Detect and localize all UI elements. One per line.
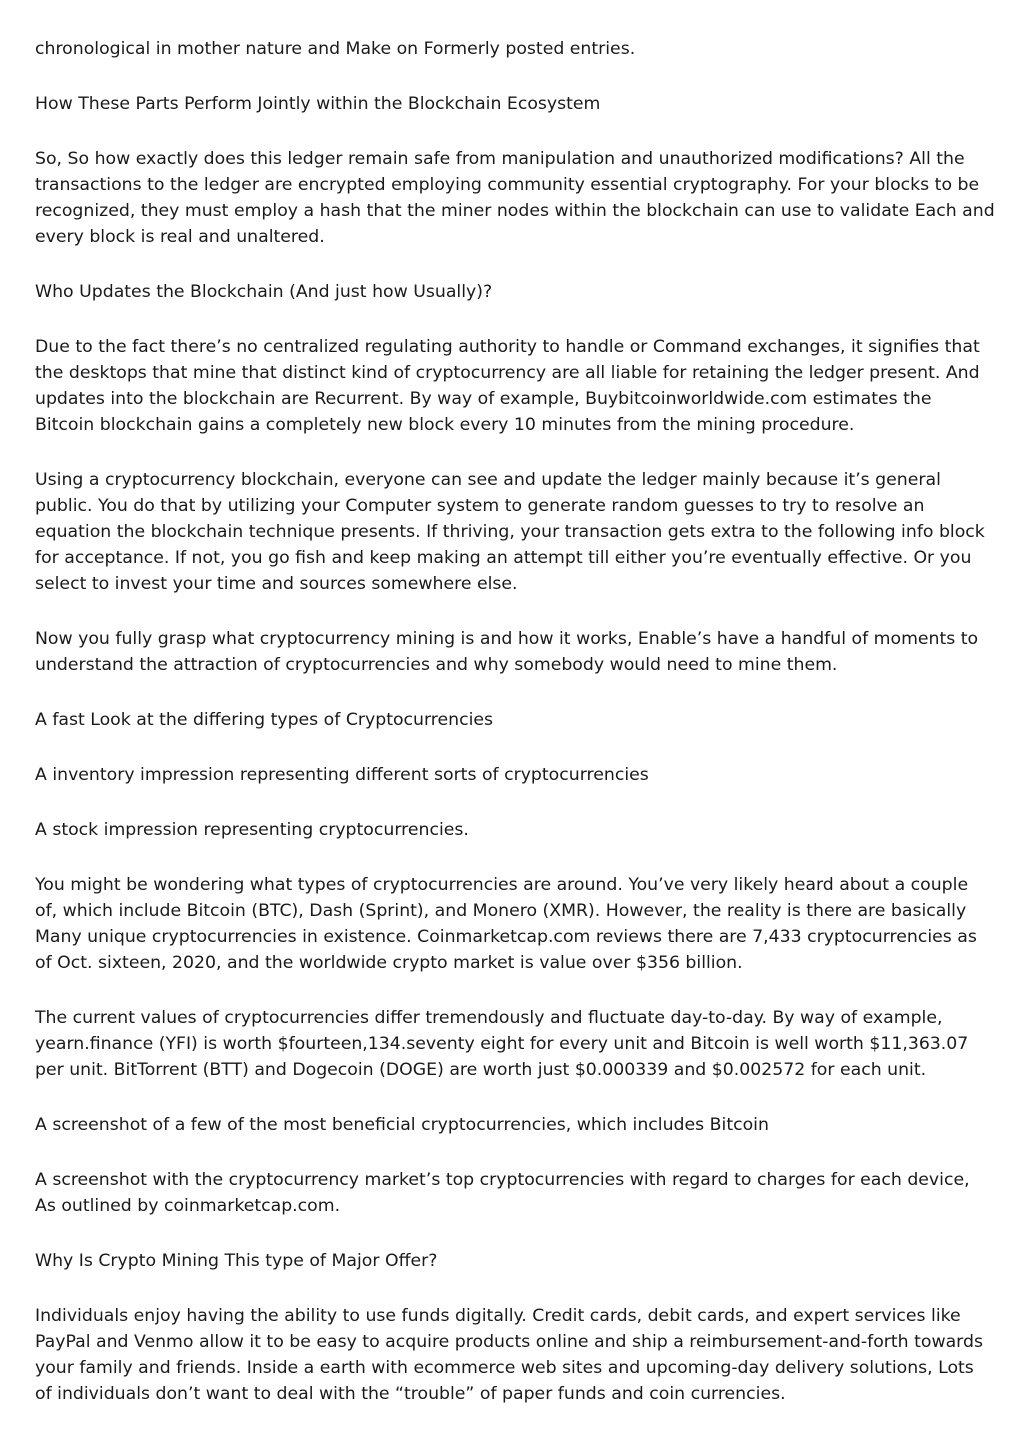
heading-why-crypto-mining: Why Is Crypto Mining This type of Major Offer? <box>35 1251 438 1271</box>
document-page <box>35 36 995 1407</box>
paragraph-11: You might be wondering what types of cryptocurrencies are around. You’ve very likely heard about a couple of, which include Bitcoin (BTC), Dash (Sprint), and Monero (XMR). However, the reality is there are basically Many unique cryptocurrencies in existence. Coinmarketcap.com reviews there are 7,433 cryptocurrencies as of Oct. sixteen, 2020, and the worldwide crypto market is value over $356 billion. <box>35 875 977 973</box>
paragraph-6: Using a cryptocurrency blockchain, everyone can see and update the ledger mainly because it’s general public. You do that by utilizing your Computer system to generate random guesses to try to resolve an equation the blockchain technique presents. If thriving, your transaction gets extra to the following info block for acceptance. If not, you go fish and keep making an attempt till either you’re eventually effective. Or you select to invest your time and sources somewhere else. <box>35 470 985 594</box>
heading-who-updates: Who Updates the Blockchain (And just how Usually)? <box>35 282 493 302</box>
paragraph-5: Due to the fact there’s no centralized regulating authority to handle or Command exchanges, it signifies that the desktops that mine that distinct kind of cryptocurrency are all liable for retaining the ledger present. And updates into the blockchain are Recurrent. By way of example, Buybitcoinworldwide.com estimates the Bitcoin blockchain gains a completely new block every 10 minutes from the mining procedure. <box>35 337 980 435</box>
heading-types-of-cryptocurrencies: A fast Look at the differing types of Cryptocurrencies <box>35 710 494 730</box>
paragraph-16: Individuals enjoy having the ability to use funds digitally. Credit cards, debit cards, and expert services like PayPal and Venmo allow it to be easy to acquire products online and ship a reimbursement-and-forth towards your family and friends. Inside a earth with ecommerce web sites and upcoming-day delivery solutions, Lots of individuals don’t want to deal with the “trouble” of paper funds and coin currencies. <box>35 1306 983 1404</box>
paragraph-12: The current values of cryptocurrencies differ tremendously and fluctuate day-to-day. By way of example, yearn.finance (YFI) is worth $fourteen,134.seventy eight for every unit and Bitcoin is well worth $11,363.07 per unit. BitTorrent (BTT) and Dogecoin (DOGE) are worth just $0.000339 and $0.002572 for each unit. <box>35 1008 969 1080</box>
paragraph-3: So, So how exactly does this ledger remain safe from manipulation and unauthorized modifications? All the transactions to the ledger are encrypted employing community essential cryptography. For your blocks to be recognized, they must employ a hash that the miner nodes within the blockchain can use to validate Each and every block is real and unaltered. <box>35 149 995 247</box>
image-caption-stock: A stock impression representing cryptocurrencies. <box>35 820 469 840</box>
image-caption-coinmarketcap: A screenshot with the cryptocurrency market’s top cryptocurrencies with regard to charges for each device, As outlined by coinmarketcap.com. <box>35 1170 970 1216</box>
paragraph-7: Now you fully grasp what cryptocurrency mining is and how it works, Enable’s have a handful of moments to understand the attraction of cryptocurrencies and why somebody would need to mine them. <box>35 629 979 675</box>
heading-blockchain-ecosystem: How These Parts Perform Jointly within the Blockchain Ecosystem <box>35 94 601 114</box>
paragraph-1: chronological in mother nature and Make on Formerly posted entries. <box>35 39 636 59</box>
image-caption-screenshot: A screenshot of a few of the most beneficial cryptocurrencies, which includes Bitcoin <box>35 1115 769 1135</box>
image-caption-inventory: A inventory impression representing different sorts of cryptocurrencies <box>35 765 649 785</box>
